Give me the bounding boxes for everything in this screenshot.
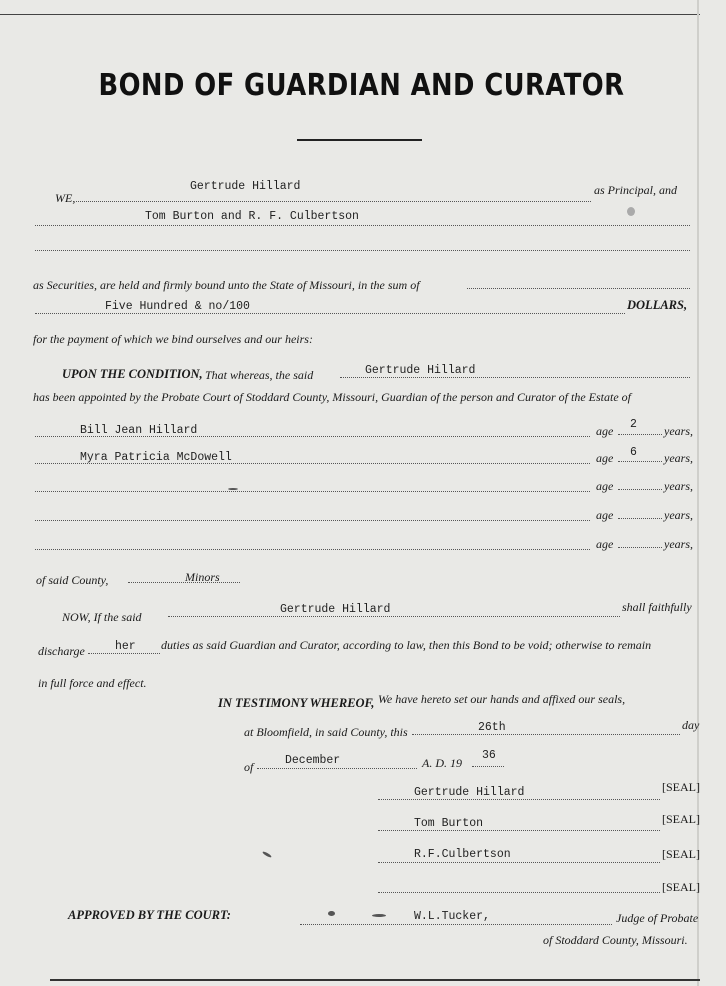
year-value: 36 [482, 749, 496, 762]
testimony-label: IN TESTIMONY WHEREOF, [218, 696, 375, 710]
top-border-line [0, 14, 700, 15]
securities-line-2 [35, 250, 690, 251]
minor-5-line [35, 549, 590, 550]
pronoun: her [115, 640, 136, 653]
document-title: BOND OF GUARDIAN AND CURATOR [98, 68, 625, 103]
minor-5-age-label: age [596, 537, 614, 551]
minor-2-years: years, [664, 451, 693, 465]
pronoun-line [88, 653, 160, 654]
sum-line [35, 313, 625, 314]
minor-4-line [35, 520, 590, 521]
minor-4-age-line [618, 518, 662, 519]
we-label: WE, [55, 191, 76, 205]
minor-1-age-line [618, 434, 662, 435]
discharge-label: discharge [38, 644, 85, 658]
year-line [472, 766, 504, 767]
minors-text: Minors [185, 570, 220, 584]
minor-2-age-label: age [596, 451, 614, 465]
scan-speck [627, 207, 635, 216]
minor-2-age: 6 [630, 446, 637, 459]
securities-names: Tom Burton and R. F. Culbertson [145, 210, 359, 223]
minor-3-line [35, 491, 590, 492]
minor-1-years: years, [664, 424, 693, 438]
stoddard-county-label: of Stoddard County, Missouri. [543, 933, 688, 947]
at-bloomfield-clause: at Bloomfield, in said County, this [244, 725, 408, 739]
now-name: Gertrude Hillard [280, 603, 391, 616]
minor-4-years: years, [664, 508, 693, 522]
full-force-clause: in full force and effect. [38, 676, 147, 690]
minor-5-age-line [618, 547, 662, 548]
scan-speck [228, 488, 238, 490]
said-name-line [340, 377, 690, 378]
appointed-clause: has been appointed by the Probate Court of Stoddard County, Missouri, Guardian of the person and Curator of the Estate of [33, 390, 631, 404]
minor-1-age: 2 [630, 418, 637, 431]
minor-4-age-label: age [596, 508, 614, 522]
securities-clause: as Securities, are held and firmly bound unto the State of Missouri, in the sum of [33, 278, 420, 292]
signature-3: R.F.Culbertson [414, 848, 511, 861]
minor-1-age-label: age [596, 424, 614, 438]
scan-speck [328, 911, 335, 916]
seal-4: [SEAL] [662, 880, 700, 894]
judge-name: W.L.Tucker, [414, 910, 490, 923]
day-label: day [682, 718, 700, 732]
signature-2: Tom Burton [414, 817, 484, 830]
day-line [412, 734, 680, 735]
ad-year-label: A. D. 19 [422, 756, 462, 770]
principal-line [76, 201, 591, 202]
minor-5-years: years, [664, 537, 693, 551]
approved-label: APPROVED BY THE COURT: [68, 908, 231, 922]
minor-2-age-line [618, 461, 662, 462]
seal-1: [SEAL] [662, 780, 700, 794]
sum-amount: Five Hundred & no/100 [105, 300, 250, 313]
title-underline [297, 139, 422, 141]
upon-condition-label: UPON THE CONDITION, [62, 367, 203, 381]
of-said-county-label: of said County, [36, 573, 109, 587]
upon-condition-text: That whereas, the said [205, 368, 314, 382]
testimony-clause: We have hereto set our hands and affixed our seals, [378, 692, 626, 706]
principal-name: Gertrude Hillard [190, 180, 301, 193]
signature-line-4 [378, 892, 660, 893]
signature-line-3 [378, 862, 660, 863]
minor-1-name: Bill Jean Hillard [80, 424, 198, 437]
duties-clause: duties as said Guardian and Curator, according to law, then this Bond to be void; otherwise to remain [161, 638, 652, 652]
dollars-label: DOLLARS, [627, 298, 688, 312]
now-if-label: NOW, If the said [62, 610, 142, 624]
bottom-border-line [50, 979, 700, 981]
signature-line-2 [378, 830, 660, 831]
minor-3-years: years, [664, 479, 693, 493]
month-value: December [285, 754, 341, 767]
judge-of-probate-label: Judge of Probate [616, 911, 699, 925]
signature-line-1 [378, 799, 660, 800]
page-edge [697, 0, 699, 986]
payment-clause: for the payment of which we bind ourselves and our heirs: [33, 332, 313, 346]
said-name: Gertrude Hillard [365, 364, 476, 377]
minor-3-age-label: age [596, 479, 614, 493]
signature-1: Gertrude Hillard [414, 786, 525, 799]
of-label: of [244, 760, 254, 774]
scan-speck [372, 914, 386, 917]
day-value: 26th [478, 721, 506, 734]
seal-3: [SEAL] [662, 847, 700, 861]
month-line [257, 768, 417, 769]
minor-2-name: Myra Patricia McDowell [80, 451, 232, 464]
judge-signature-line [300, 924, 612, 925]
securities-line-1 [35, 225, 690, 226]
shall-faithfully-label: shall faithfully [622, 600, 692, 614]
sum-lead-line [467, 288, 690, 289]
minor-3-age-line [618, 489, 662, 490]
seal-2: [SEAL] [662, 812, 700, 826]
minors-line [128, 582, 240, 583]
as-principal-label: as Principal, and [594, 183, 677, 197]
now-name-line [168, 616, 620, 617]
scan-speck [262, 851, 272, 859]
